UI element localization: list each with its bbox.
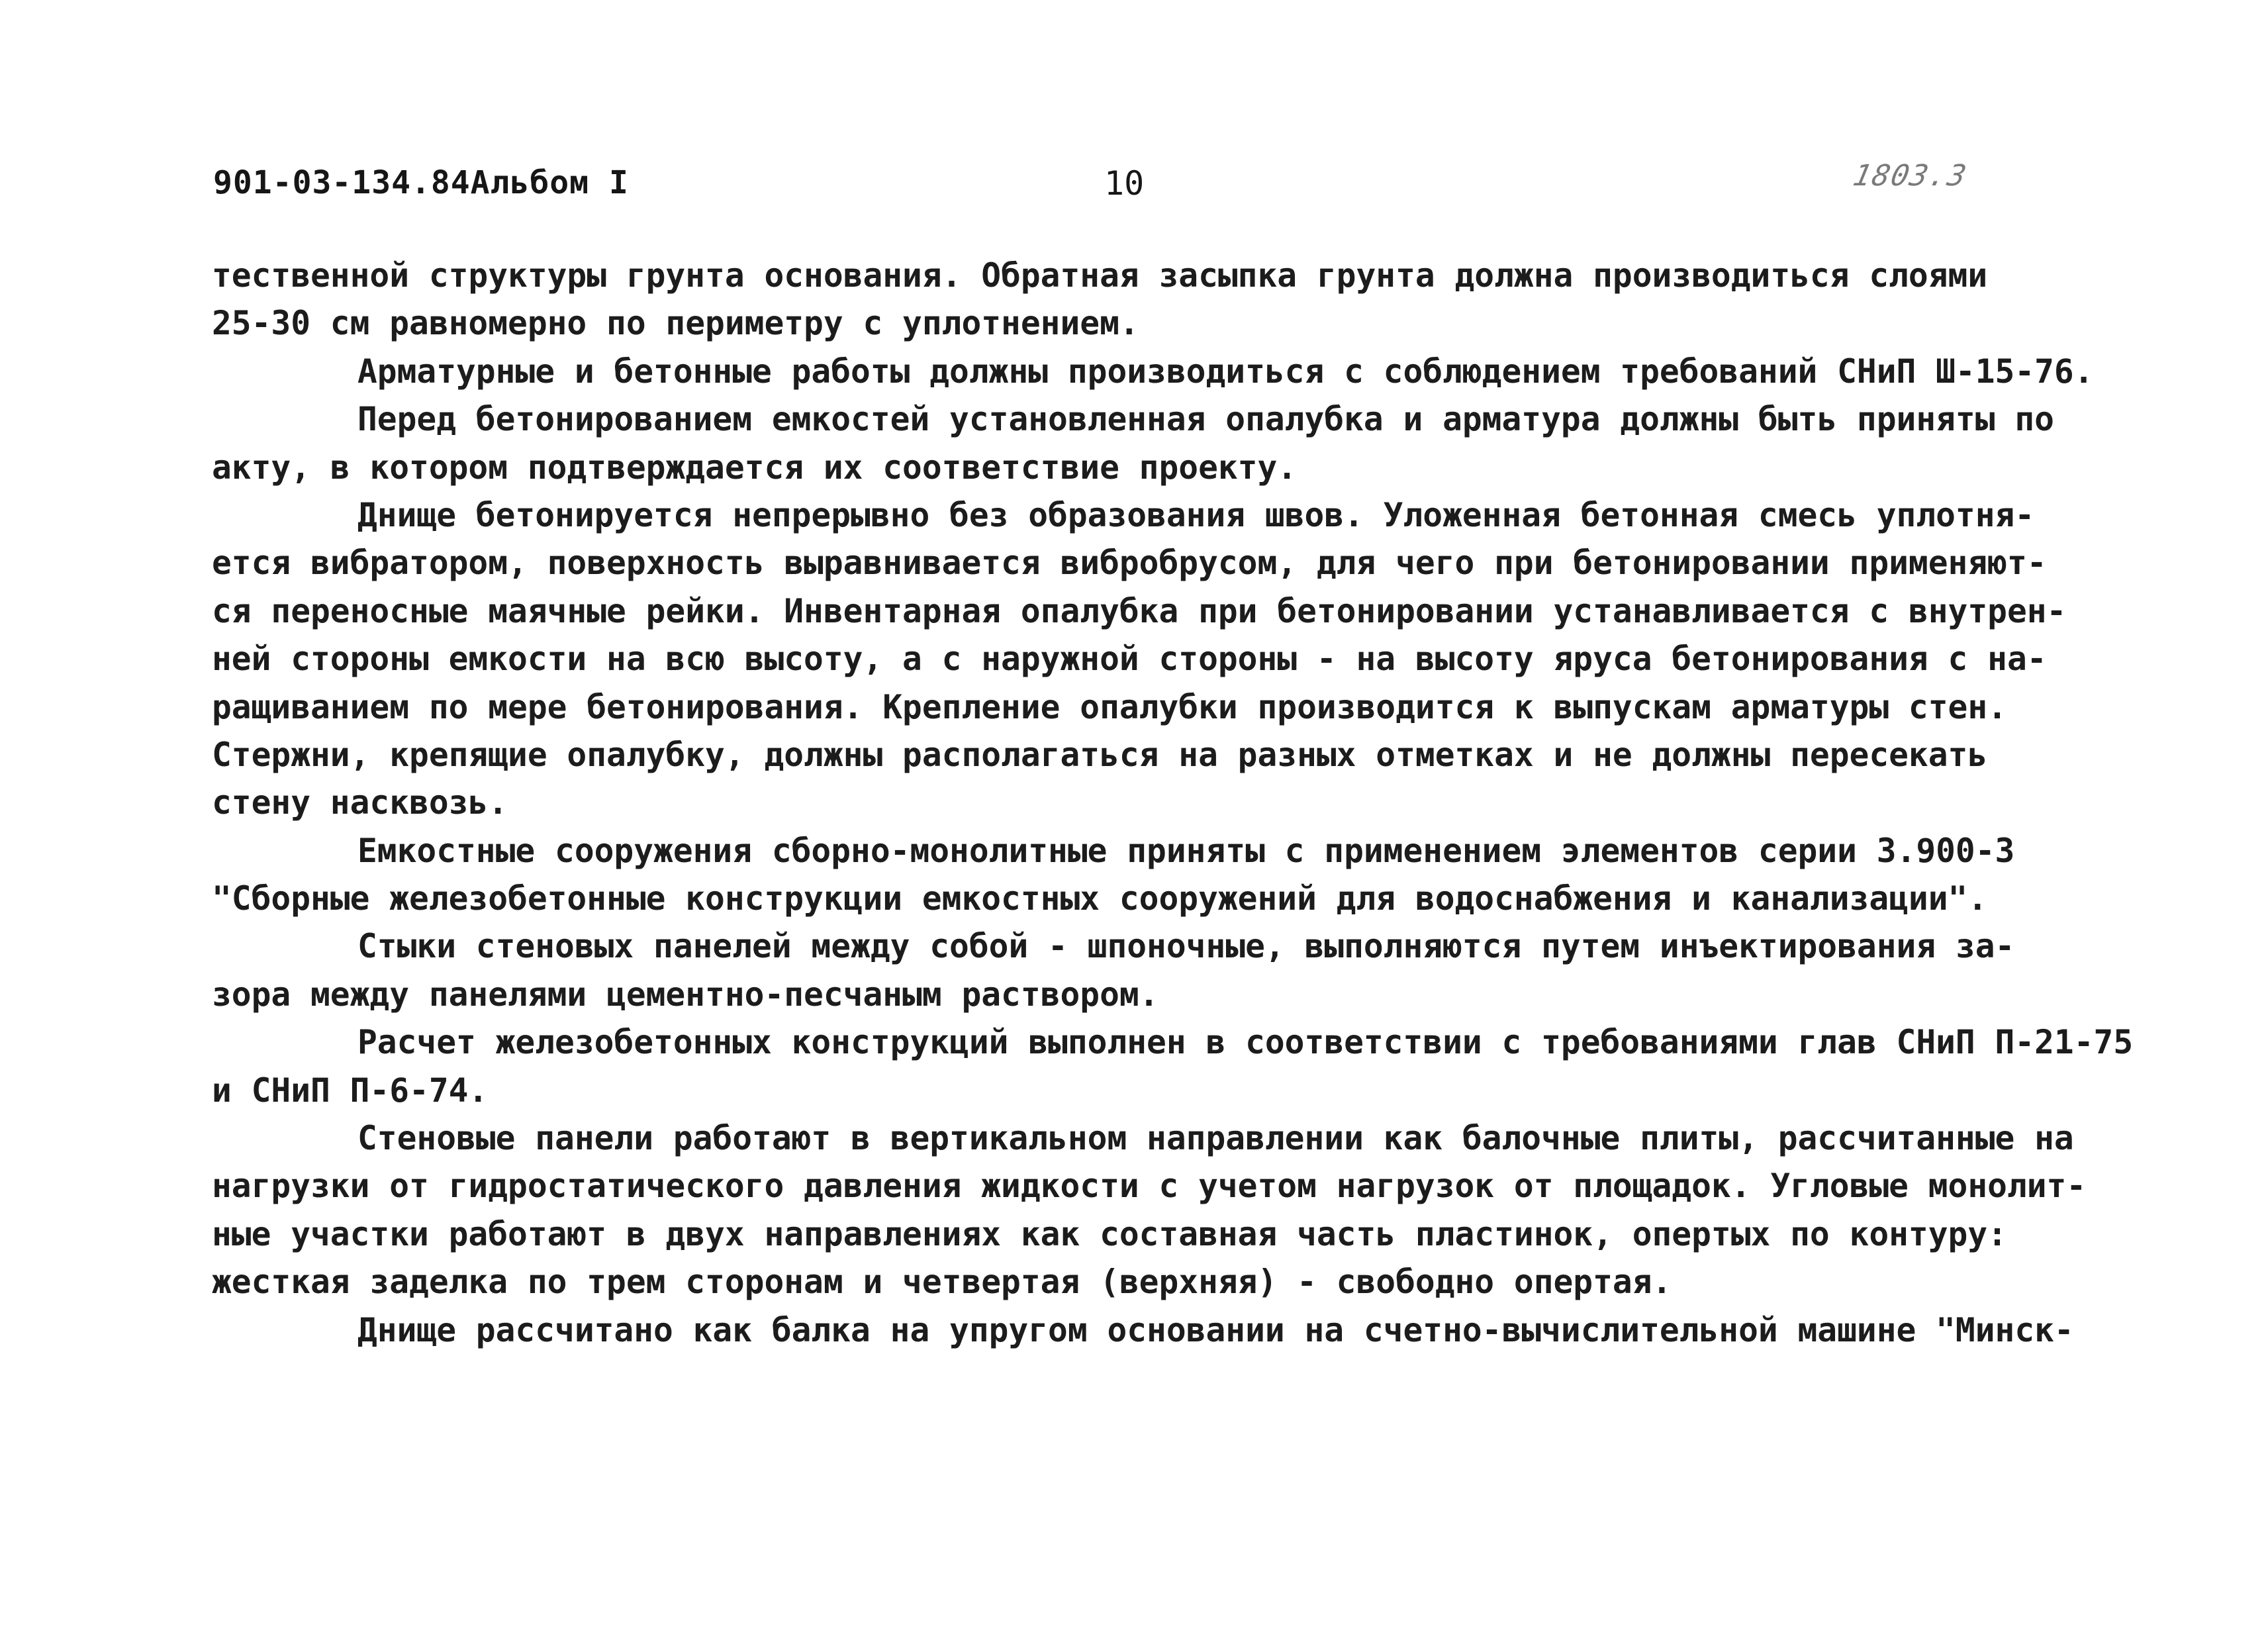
paragraph-start: Перед бетонированием емкостей установленная опалубка и арматура должны быть приняты по (357, 400, 2054, 439)
text-line: стену насквозь. (212, 783, 508, 822)
paragraph-start: Днище бетонируется непрерывно без образования швов. Уложенная бетонная смесь уплотня- (357, 495, 2035, 534)
text-line: 25-30 см равномерно по периметру с уплотнением. (212, 304, 1139, 343)
text-line: акту, в котором подтверждается их соответствие проекту. (212, 448, 1298, 487)
paragraph-start: Арматурные и бетонные работы должны производиться с соблюдением требований СНиП Ш-15-76. (357, 352, 2094, 391)
text-line: Стержни, крепящие опалубку, должны располагаться на разных отметках и не должны пересекать (212, 735, 1988, 774)
text-line: "Сборные железобетонные конструкции емкостных сооружений для водоснабжения и канализации". (212, 879, 1988, 918)
page-number: 10 (1104, 164, 1145, 203)
document-code: 901-03-134.84Альбом I (213, 164, 629, 201)
text-line: ные участки работают в двух направлениях как составная часть пластинок, опертых по контуру: (212, 1214, 2007, 1253)
text-line: ней стороны емкости на всю высоту, а с наружной стороны - на высоту яруса бетонирования с на- (212, 640, 2047, 679)
text-line: зора между панелями цементно-песчаным раствором. (212, 975, 1159, 1014)
paragraph-start: Стыки стеновых панелей между собой - шпоночные, выполняются путем инъектирования за- (357, 927, 2015, 966)
text-line: и СНиП П-6-74. (212, 1071, 489, 1110)
paragraph-start: Емкостные сооружения сборно-монолитные приняты с применением элементов серии 3.900-3 (357, 831, 2015, 870)
text-line: жесткая заделка по трем сторонам и четвертая (верхняя) - свободно опертая. (212, 1263, 1672, 1302)
text-line: тественной структуры грунта основания. Обратная засыпка грунта должна производиться слоями (212, 256, 1988, 295)
text-line: ся переносные маячные рейки. Инвентарная опалубка при бетонировании устанавливается с внутрен- (212, 591, 2067, 630)
text-line: ращиванием по мере бетонирования. Крепление опалубки производится к выпускам арматуры стен. (212, 687, 2007, 726)
paragraph-start: Стеновые панели работают в вертикальном направлении как балочные плиты, рассчитанные на (357, 1119, 2074, 1158)
archive-stamp: 1803.3 (1850, 159, 1971, 193)
paragraph-start: Расчет железобетонных конструкций выполнен в соответствии с требованиями глав СНиП П-21-75 (357, 1023, 2134, 1062)
body-text (212, 252, 2134, 1354)
paragraph-start: Днище рассчитано как балка на упругом основании на счетно-вычислительной машине "Минск- (357, 1310, 2074, 1349)
text-line: нагрузки от гидростатического давления жидкости с учетом нагрузок от площадок. Угловые монолит- (212, 1167, 2087, 1206)
text-line: ется вибратором, поверхность выравнивается вибробрусом, для чего при бетонировании применяют- (212, 544, 2047, 583)
